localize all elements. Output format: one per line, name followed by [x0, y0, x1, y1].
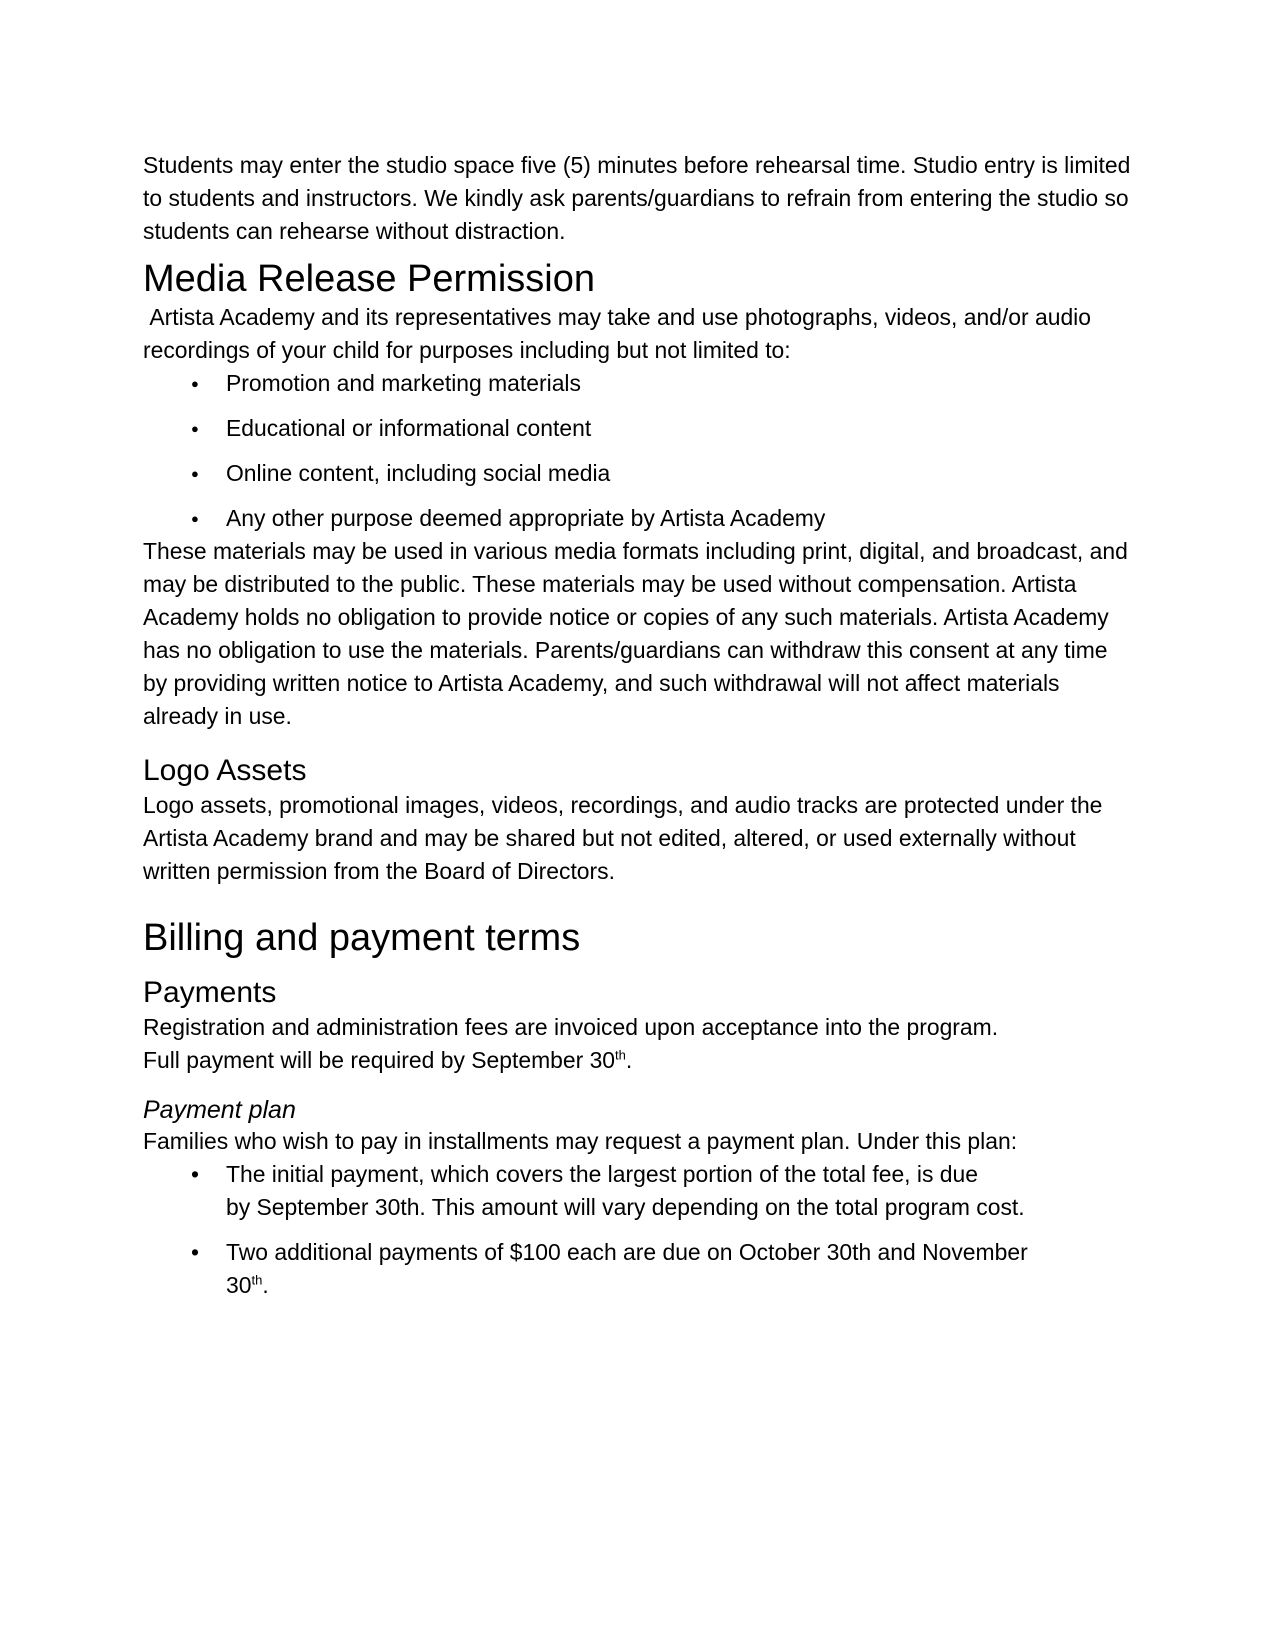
studio-entry-paragraph: Students may enter the studio space five (5) minutes before rehearsal time. Studio entry is limited to students and instructors. We kindly ask parents/guardians to refrain from entering the studio so students can rehearse without distraction.	[143, 152, 1131, 244]
media-release-intro: Artista Academy and its representatives may take and use photographs, videos, and/or audio recordings of your child for purposes including but not limited to:	[143, 304, 1098, 363]
bullet-icon: ●	[191, 466, 199, 481]
media-release-heading: Media Release Permission	[143, 258, 595, 300]
media-usage-terms-paragraph: These materials may be used in various media formats including print, digital, and broadcast, and may be distributed to the public. These materials may be used without compensation. Artista Academy holds no obligation to provide notice or copies of any such materials. Artista Academy has no obligation to use the materials. Parents/guardians can withdraw this consent at any time by providing written notice to Artista Academy, and such withdrawal will not affect materials already in use.	[143, 538, 1128, 729]
media-purposes-item-text: Promotion and marketing materials	[226, 370, 581, 396]
ordinal-superscript: th	[251, 1272, 263, 1288]
media-purposes-item	[143, 502, 1132, 535]
logo-assets-paragraph: Logo assets, promotional images, videos, recordings, and audio tracks are protected under the Artista Academy brand and may be shared but not edited, altered, or used externally without written permission from the Board of Directors.	[143, 792, 1103, 884]
bullet-icon: •	[191, 1239, 200, 1265]
bullet-icon: ●	[191, 511, 199, 526]
payment-plan-list	[143, 1158, 1132, 1302]
payments-line-1: Registration and administration fees are invoiced upon acceptance into the program.	[143, 1014, 999, 1040]
media-purposes-item	[143, 412, 1132, 445]
bullet-icon: ●	[191, 421, 199, 436]
media-purposes-item-text: Educational or informational content	[226, 415, 592, 441]
bullet-icon: •	[191, 1161, 200, 1187]
payment-plan-item	[143, 1236, 1132, 1302]
payment-plan-item-line-2-end: .	[262, 1272, 269, 1298]
payment-plan-intro: Families who wish to pay in installments may request a payment plan. Under this plan:	[143, 1128, 1018, 1154]
payment-plan-item	[143, 1158, 1132, 1224]
payment-plan-item-line-2-text: 30	[226, 1272, 252, 1298]
bullet-icon: ●	[191, 376, 199, 391]
payments-paragraph	[143, 1011, 1132, 1077]
payment-plan-item-line-2	[226, 1269, 1132, 1302]
payment-plan-item-line-1: The initial payment, which covers the largest portion of the total fee, is due	[226, 1161, 978, 1187]
payment-plan-item-line-1: Two additional payments of $100 each are due on October 30th and November	[226, 1239, 1028, 1265]
media-purposes-item-text: Any other purpose deemed appropriate by Artista Academy	[226, 505, 826, 531]
media-purposes-item-text: Online content, including social media	[226, 460, 611, 486]
payments-heading: Payments	[143, 976, 277, 1009]
logo-assets-heading: Logo Assets	[143, 754, 307, 787]
payments-line-2-end: .	[625, 1047, 633, 1073]
media-purposes-list	[143, 367, 1132, 535]
payment-plan-heading: Payment plan	[143, 1096, 296, 1124]
payment-plan-item-line-2: by September 30th. This amount will vary depending on the total program cost.	[226, 1194, 1025, 1220]
media-purposes-item	[143, 367, 1132, 400]
payments-line-2-text: Full payment will be required by September 30	[143, 1047, 616, 1073]
media-purposes-item	[143, 457, 1132, 490]
ordinal-superscript: th	[615, 1047, 626, 1063]
billing-heading: Billing and payment terms	[143, 917, 581, 959]
payments-line-2	[143, 1044, 1132, 1077]
